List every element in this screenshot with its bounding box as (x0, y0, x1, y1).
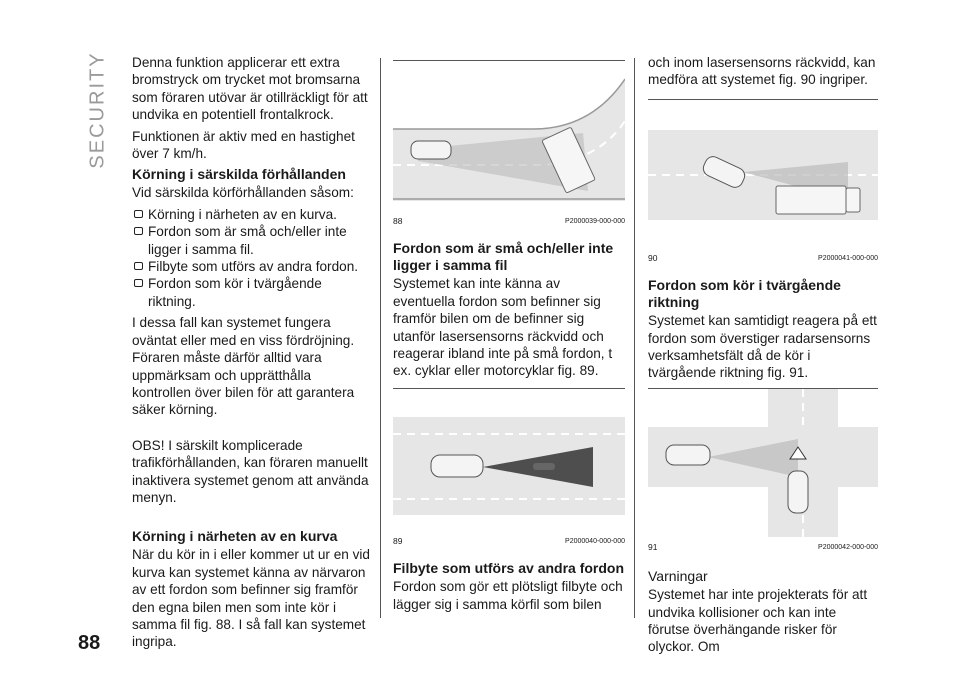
figure-88 (393, 60, 625, 230)
section-heading: Körning i särskilda förhållanden (132, 166, 346, 183)
paragraph: Funktionen är aktiv med en hastighet över 7 km/h. (132, 128, 355, 162)
text-column-1 (132, 54, 372, 655)
car-icon (411, 141, 451, 159)
bullet-item: Fordon som är små och/eller inte ligger i samma fil. (132, 223, 372, 258)
section-heading: Körning i närheten av en kurva (132, 528, 338, 545)
paragraph: Denna funktion applicerar ett extra bromstryck om trycket mot bromsarna som föraren utövar är otillräckligt för att undvika en potentiell frontalkrock. (132, 55, 368, 123)
warnings-heading: Varningar (648, 568, 708, 585)
paragraph: Systemet kan samtidigt reagera på ett fordon som överstiger radarsensorns verksamhetsfält då de kör i tvärgående riktning fig. 91. (648, 313, 877, 381)
column-divider (380, 58, 381, 618)
bullet-item: Körning i närheten av en kurva. (132, 206, 372, 223)
figure-90 (648, 99, 878, 267)
bullet-icon (134, 279, 143, 287)
note-paragraph: OBS! I särskilt komplicerade trafikförhållanden, kan föraren manuellt inaktivera systemet genom att använda menyn. (132, 437, 369, 505)
lane-change-illustration (648, 100, 878, 248)
page-number: 88 (78, 632, 101, 654)
figure-caption: 91 P2000042-000-000 (648, 541, 878, 552)
bullet-item: Fordon som kör i tvärgående riktning. (132, 275, 372, 310)
figure-91 (648, 388, 878, 556)
curve-road-illustration (393, 61, 625, 211)
section-heading: Fordon som är små och/eller inte ligger i samma fil (393, 240, 614, 274)
section-heading: Filbyte som utförs av andra fordon (393, 560, 625, 577)
section-heading: Fordon som kör i tvärgående riktning (648, 277, 841, 311)
column-divider (634, 58, 635, 618)
paragraph: Fordon som gör ett plötsligt filbyte och lägger sig i samma körfil som bilen (393, 579, 623, 612)
text-column-3 (648, 54, 878, 660)
crossing-car-icon (788, 471, 808, 513)
paragraph: I dessa fall kan systemet fungera oväntat eller med en viss fördröjning. Föraren måste därför alltid vara uppmärksam och upprätthålla kontrollen över bilen för att garantera säker körning. (132, 315, 355, 418)
motorcycle-icon (533, 463, 555, 470)
figure-caption: 88 P2000039-000-000 (393, 216, 625, 226)
text-column-2 (393, 54, 625, 617)
paragraph: Vid särskilda körförhållanden såsom: (132, 185, 354, 201)
figure-89 (393, 388, 625, 550)
truck-icon (776, 186, 846, 214)
bullet-icon (134, 262, 143, 270)
car-icon (431, 455, 483, 477)
crossing-traffic-illustration (648, 389, 878, 537)
paragraph: Systemet har inte projekterats för att undvika kollisioner och kan inte förutse överhängande risker för olyckor. Om (648, 587, 868, 655)
small-vehicle-illustration (393, 389, 625, 531)
bullet-icon (134, 210, 143, 218)
paragraph: och inom lasersensorns räckvidd, kan medföra att systemet fig. 90 ingriper. (648, 55, 876, 88)
paragraph: När du kör in i eller kommer ut ur en vid kurva kan systemet känna av närvaron av ett fordon som befinner sig framför den egna bilen men som inte kör i samma fil fig. 88. I så fall kan systemet ingripa. (132, 547, 370, 650)
figure-caption: 90 P2000041-000-000 (648, 252, 878, 263)
paragraph: Systemet kan inte känna av eventuella fordon som befinner sig framför bilen om de befinner sig utanför lasersensorns räckvidd och reagerar ibland inte på små fordon, t ex. cyklar eller motorcyklar fig. 89. (393, 276, 613, 379)
section-side-label: SECURITY (86, 51, 109, 169)
car-icon (666, 445, 710, 465)
bullet-icon (134, 227, 143, 235)
bullet-item: Filbyte som utförs av andra fordon. (132, 258, 372, 275)
figure-caption: 89 P2000040-000-000 (393, 535, 625, 546)
